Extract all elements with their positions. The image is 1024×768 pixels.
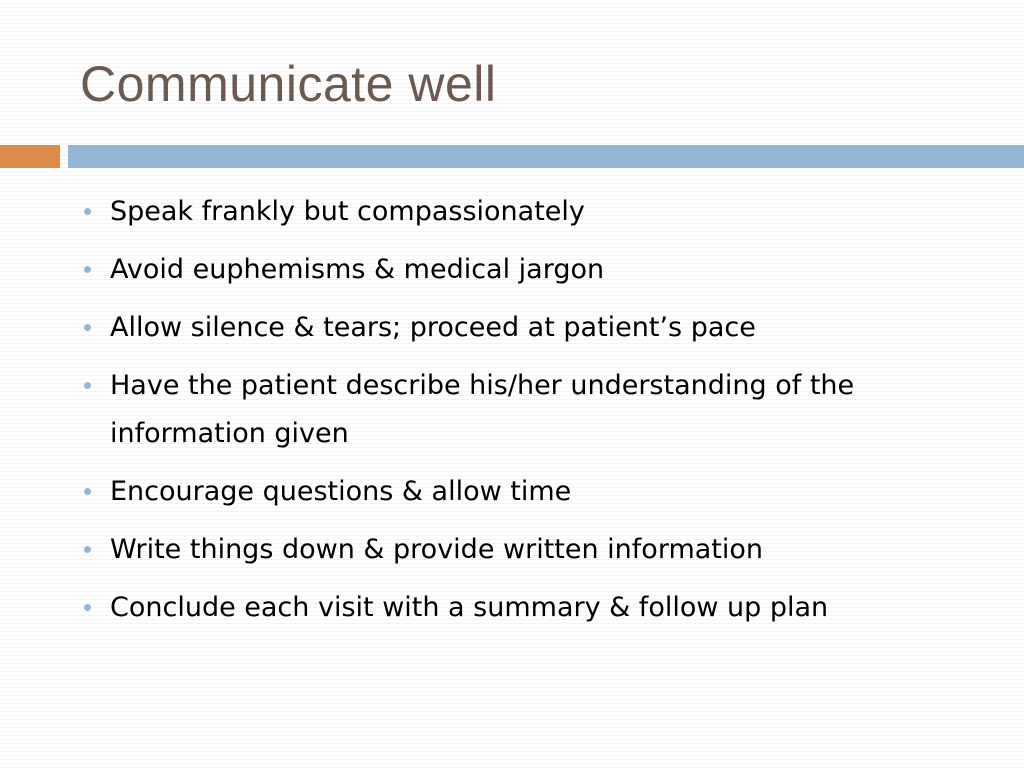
bullet-dot-icon	[84, 208, 91, 215]
bullet-text: Speak frankly but compassionately	[110, 196, 585, 227]
bullet-text: Write things down & provide written information	[110, 534, 764, 565]
bullet-text: Conclude each visit with a summary & follow up plan	[110, 592, 829, 623]
bullet-dot-icon	[84, 488, 91, 495]
bullet-item	[0, 584, 1024, 632]
bullet-dot-icon	[84, 604, 91, 611]
bullet-text: Allow silence & tears; proceed at patient’s pace	[110, 312, 756, 343]
bullet-dot-icon	[84, 266, 91, 273]
bullet-dot-icon	[84, 546, 91, 553]
bullet-list	[0, 188, 1024, 642]
bullet-item	[0, 246, 1024, 294]
bullet-text: Avoid euphemisms & medical jargon	[110, 254, 605, 285]
bullet-item	[0, 526, 1024, 574]
bullet-dot-icon	[84, 382, 91, 389]
bullet-item	[0, 362, 1024, 458]
bullet-text: Encourage questions & allow time	[110, 476, 572, 507]
bullet-item	[0, 304, 1024, 352]
bullet-item	[0, 188, 1024, 236]
title-divider-bar	[68, 145, 1024, 168]
bullet-dot-icon	[84, 324, 91, 331]
title-accent-bar	[0, 145, 60, 168]
bullet-item	[0, 468, 1024, 516]
slide-title: Communicate well	[80, 56, 497, 112]
bullet-text: Have the patient describe his/her understanding of the information given	[110, 370, 855, 449]
